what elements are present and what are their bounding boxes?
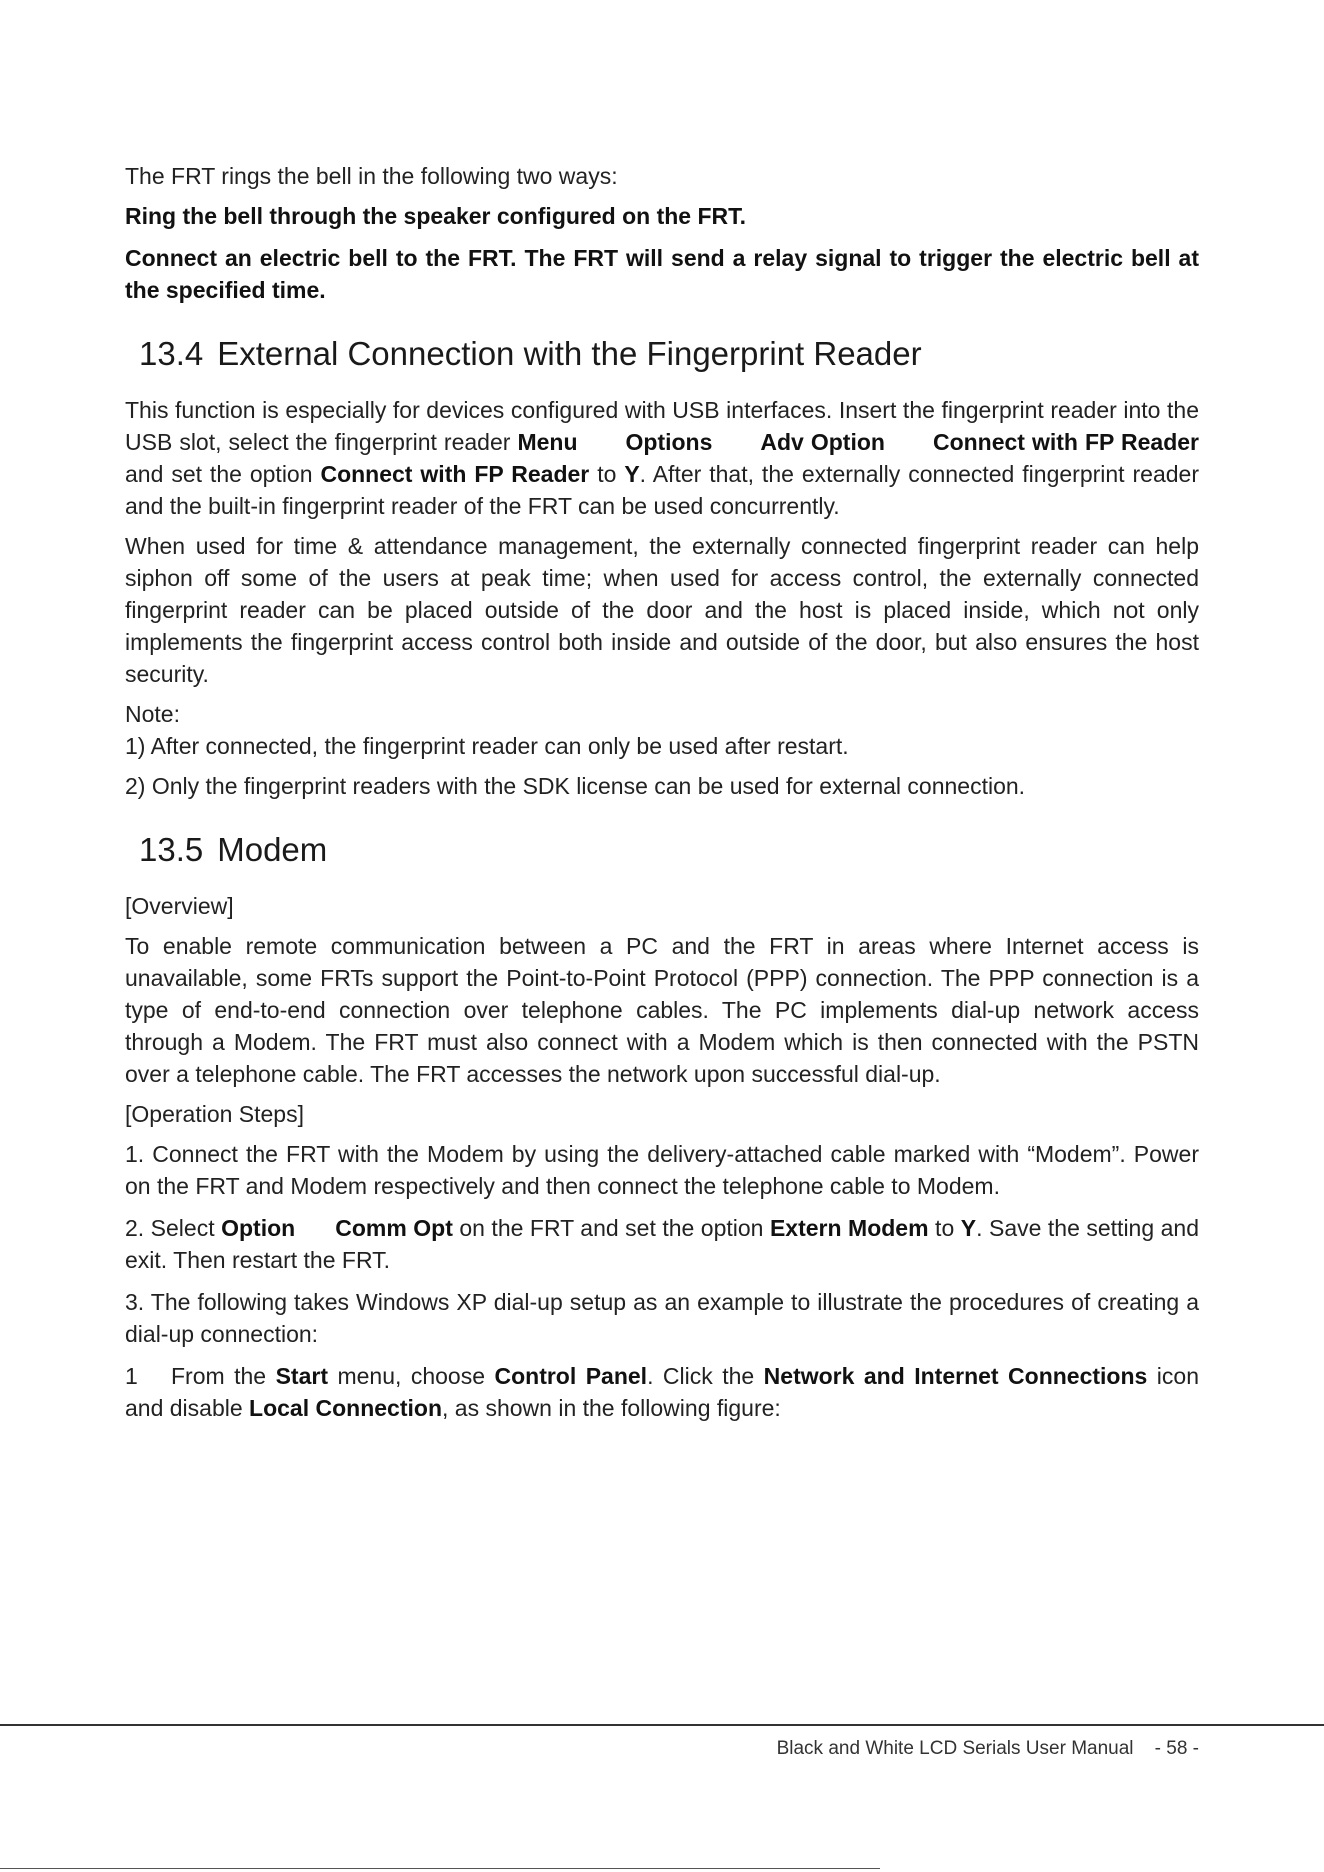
- network-connections-term: Network and Internet Connections: [763, 1363, 1148, 1389]
- text-run: to: [589, 461, 625, 487]
- section-heading-13-4: [139, 334, 1199, 374]
- section-number: 13.4: [139, 335, 204, 372]
- fp-reader-paragraph: [125, 394, 1199, 522]
- menu-path-connect-fp: Connect with FP Reader: [932, 429, 1199, 455]
- control-panel-term: Control Panel: [494, 1363, 648, 1389]
- footer-divider: [0, 1724, 1324, 1726]
- manual-title: Black and White LCD Serials User Manual: [776, 1738, 1134, 1759]
- note-label: Note:: [125, 701, 180, 727]
- substep-1: [125, 1360, 1199, 1424]
- section-title: External Connection with the Fingerprint Reader: [217, 335, 922, 372]
- note-item-1: 1) After connected, the fingerprint reader can only be used after restart.: [125, 733, 849, 759]
- text-run: icon and disable: [125, 1363, 1199, 1421]
- page-number: - 58 -: [1154, 1738, 1199, 1759]
- option-value: Y: [624, 461, 640, 487]
- text-run: . Save the setting and exit. Then restart the FRT.: [125, 1215, 1200, 1273]
- start-menu-term: Start: [275, 1363, 328, 1389]
- menu-path-option: Option: [221, 1215, 296, 1241]
- option-name: Connect with FP Reader: [320, 461, 590, 487]
- option-value: Y: [960, 1215, 977, 1241]
- text-run: From the: [171, 1363, 276, 1389]
- text-run: on the FRT and set the option: [452, 1215, 770, 1241]
- bottom-edge-line: [0, 1868, 880, 1869]
- text-run: 2. Select: [125, 1215, 222, 1241]
- step-2: [125, 1212, 1199, 1276]
- overview-label: [Overview]: [125, 893, 234, 919]
- local-connection-term: Local Connection: [249, 1395, 442, 1421]
- substep-number: 1: [125, 1363, 138, 1389]
- menu-path-comm-opt: Comm Opt: [335, 1215, 453, 1241]
- text-run: to: [928, 1215, 961, 1241]
- page-content: [125, 160, 1199, 1424]
- page-footer: [777, 1738, 1199, 1760]
- menu-path-options: Options: [625, 429, 713, 455]
- text-run: This function is especially for devices configured with USB interfaces. Insert the fingerprint reader into the USB slot, select the fingerprint reader: [125, 397, 1199, 455]
- steps-label: [Operation Steps]: [125, 1101, 304, 1127]
- bell-way-electric: Connect an electric bell to the FRT. The FRT will send a relay signal to trigger the electric bell at the specified time.: [125, 245, 1199, 303]
- section-heading-13-5: [139, 830, 1199, 870]
- section-title: Modem: [217, 831, 328, 868]
- fp-usage-paragraph: When used for time & attendance management, the externally connected fingerprint reader can help siphon off some of the users at peak time; when used for access control, the externally connected fingerprint reader can be placed outside of the door and the host is placed inside, which not only implements the fingerprint access control both inside and outside of the door, but also ensures the host security.: [125, 533, 1199, 687]
- step-3: 3. The following takes Windows XP dial-up setup as an example to illustrate the procedures of creating a dial-up connection:: [125, 1289, 1199, 1347]
- step-1: 1. Connect the FRT with the Modem by using the delivery-attached cable marked with “Modem”. Power on the FRT and Modem respectively and then connect the telephone cable to Modem.: [125, 1141, 1199, 1199]
- menu-path-adv-option: Adv Option: [760, 429, 885, 455]
- option-extern-modem: Extern Modem: [769, 1215, 929, 1241]
- text-run: and set the option: [125, 461, 321, 487]
- text-run: , as shown in the following figure:: [442, 1395, 781, 1421]
- menu-path-menu: Menu: [517, 429, 578, 455]
- overview-paragraph: To enable remote communication between a PC and the FRT in areas where Internet access is unavailable, some FRTs support the Point-to-Point Protocol (PPP) connection. The PPP connection is a type of end-to-end connection over telephone cables. The PC implements dial-up network access through a Modem. The FRT must also connect with a Modem which is then connected with the PSTN over a telephone cable. The FRT accesses the network upon successful dial-up.: [125, 933, 1199, 1087]
- note-item-2: 2) Only the fingerprint readers with the SDK license can be used for external connection.: [125, 773, 1026, 799]
- bell-way-speaker: Ring the bell through the speaker configured on the FRT.: [125, 203, 747, 229]
- intro-line: The FRT rings the bell in the following two ways:: [125, 163, 618, 189]
- section-number: 13.5: [139, 831, 204, 868]
- text-run: menu, choose: [327, 1363, 495, 1389]
- text-run: . After that, the externally connected fingerprint reader and the built-in fingerprint reader of the FRT can be used concurrently.: [125, 461, 1199, 519]
- text-run: . Click the: [647, 1363, 764, 1389]
